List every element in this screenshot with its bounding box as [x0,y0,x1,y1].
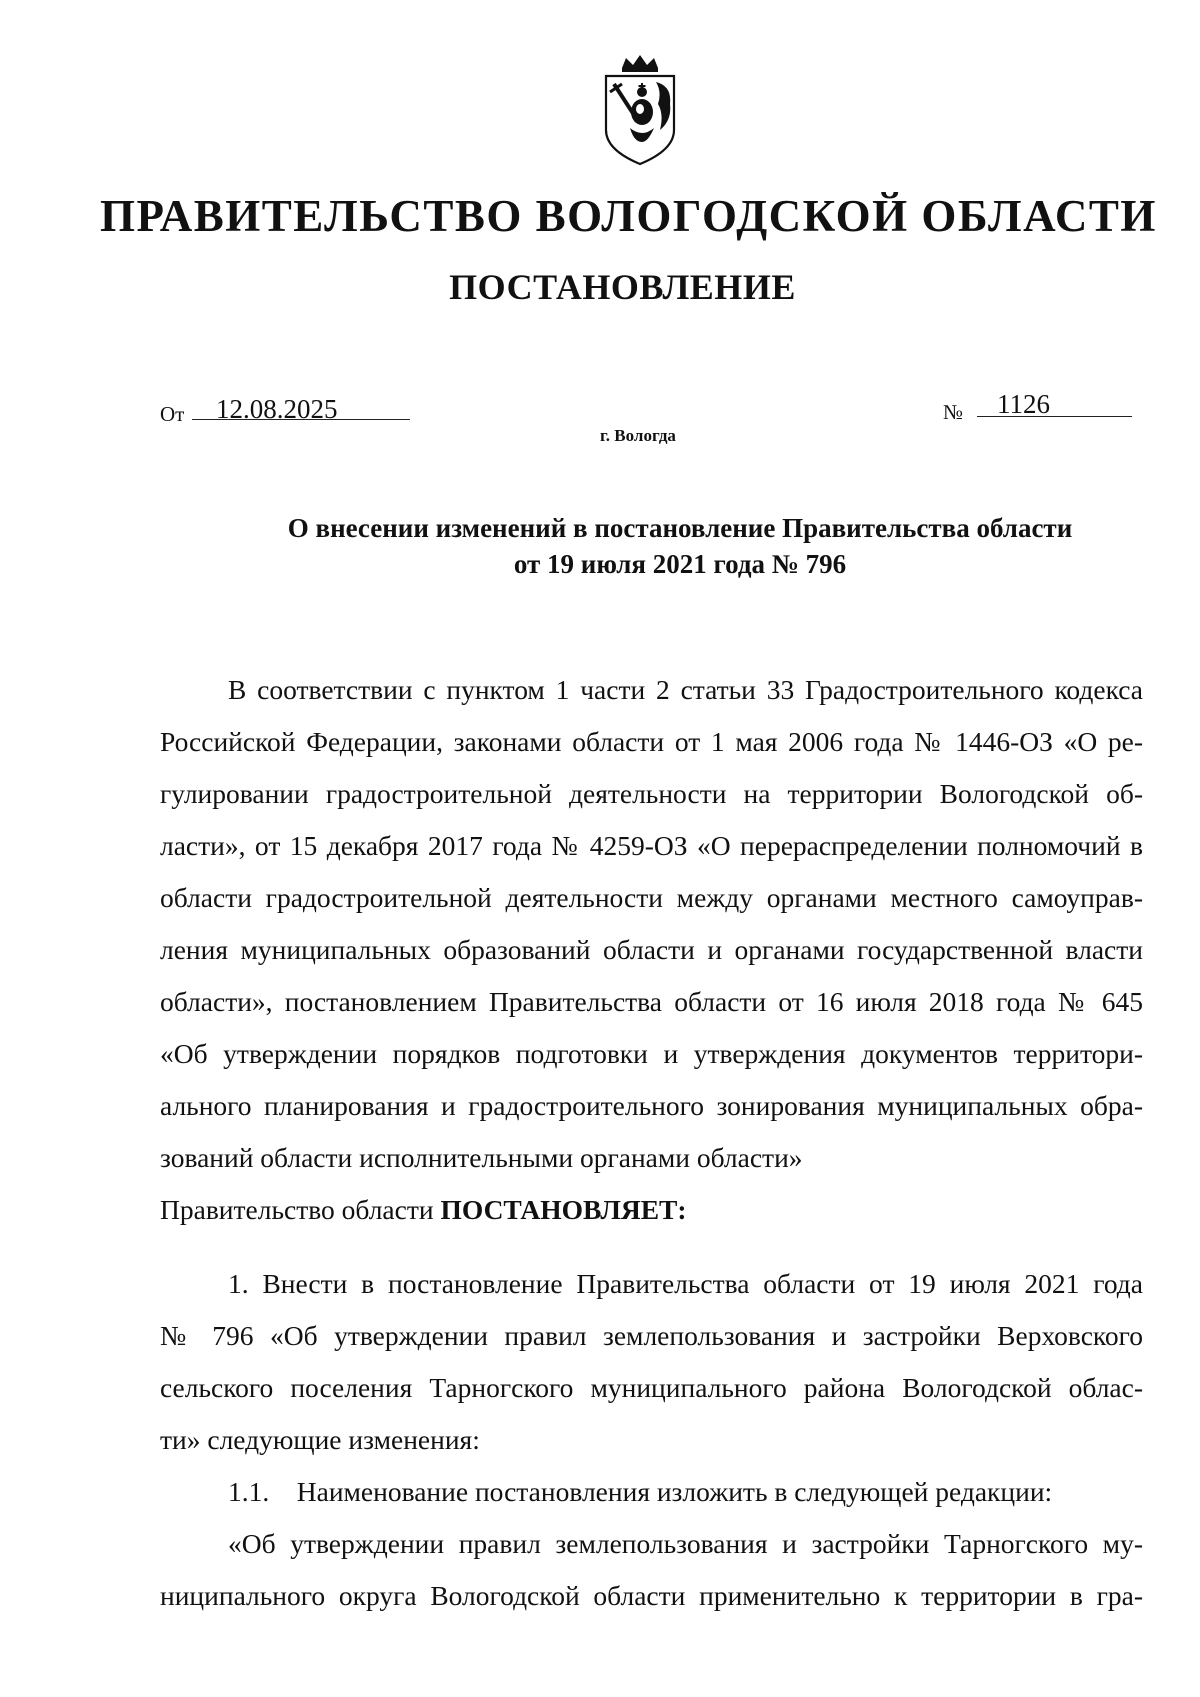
decree-word: ПОСТАНОВЛЯЕТ: [440,1194,687,1225]
government-title: ПРАВИТЕЛЬСТВО ВОЛОГОДСКОЙ ОБЛАСТИ [100,191,1157,241]
item-1-line: № 796 «Об утверждении правил землепользования и застройки Верховского [160,1320,1143,1351]
decree-line [160,1184,1143,1236]
item-1-line: 1. Внести в постановление Правительства области от 19 июля 2021 года [228,1268,1143,1299]
preamble-line: Российской Федерации, законами области от 1 мая 2006 года № 1446-ОЗ «О ре- [160,726,1143,757]
item-1-1-line [160,1466,1143,1518]
date-value: 12.08.2025 [216,394,338,424]
item-1-line: сельского поселения Тарногского муниципального района Вологодской облас- [160,1372,1143,1403]
number-value: 1126 [997,389,1050,419]
decree-prefix: Правительство области [160,1194,434,1225]
document-subject [240,510,1120,582]
item-1-line: ти» следующие изменения: [160,1424,480,1455]
preamble-line: гулировании градостроительной деятельности на территории Вологодской об- [160,778,1143,809]
city-label: г. Вологда [600,426,676,445]
quote-line: «Об утверждении правил землепользования и застройки Тарногского му- [228,1528,1143,1559]
preamble-line: В соответствии с пунктом 1 части 2 статьи 33 Градостроительного кодекса [228,674,1143,705]
preamble-line: ления муниципальных образований области и органами государственной власти [160,934,1143,965]
number-label: № [943,400,964,424]
preamble-line: зований области исполнительными органами области» [160,1142,803,1173]
item-1-1-number: 1.1. [228,1476,270,1507]
vologda-coat-of-arms-emblem [600,52,680,170]
quote-line: ниципального округа Вологодской области применительно к территории в гра- [160,1580,1143,1611]
preamble-line: ласти», от 15 декабря 2017 года № 4259-ОЗ «О перераспределении полномочий в [160,830,1143,861]
document-type-title: ПОСТАНОВЛЕНИЕ [449,267,796,307]
document-body [160,664,1143,1622]
preamble-line: области», постановлением Правительства области от 16 июля 2018 года № 645 [160,986,1143,1017]
subject-line: О внесении изменений в постановление Правительства области [287,513,1073,543]
preamble-line: ального планирования и градостроительного зонирования муниципальных обра- [160,1090,1143,1121]
subject-line: от 19 июля 2021 года № 796 [513,549,847,579]
date-label: От [160,402,185,426]
item-1-1-text: Наименование постановления изложить в следующей редакции: [296,1476,1053,1507]
preamble-line: «Об утверждении порядков подготовки и утверждения документов территори- [160,1038,1143,1069]
preamble-line: области градостроительной деятельности между органами местного самоуправ- [160,882,1143,913]
